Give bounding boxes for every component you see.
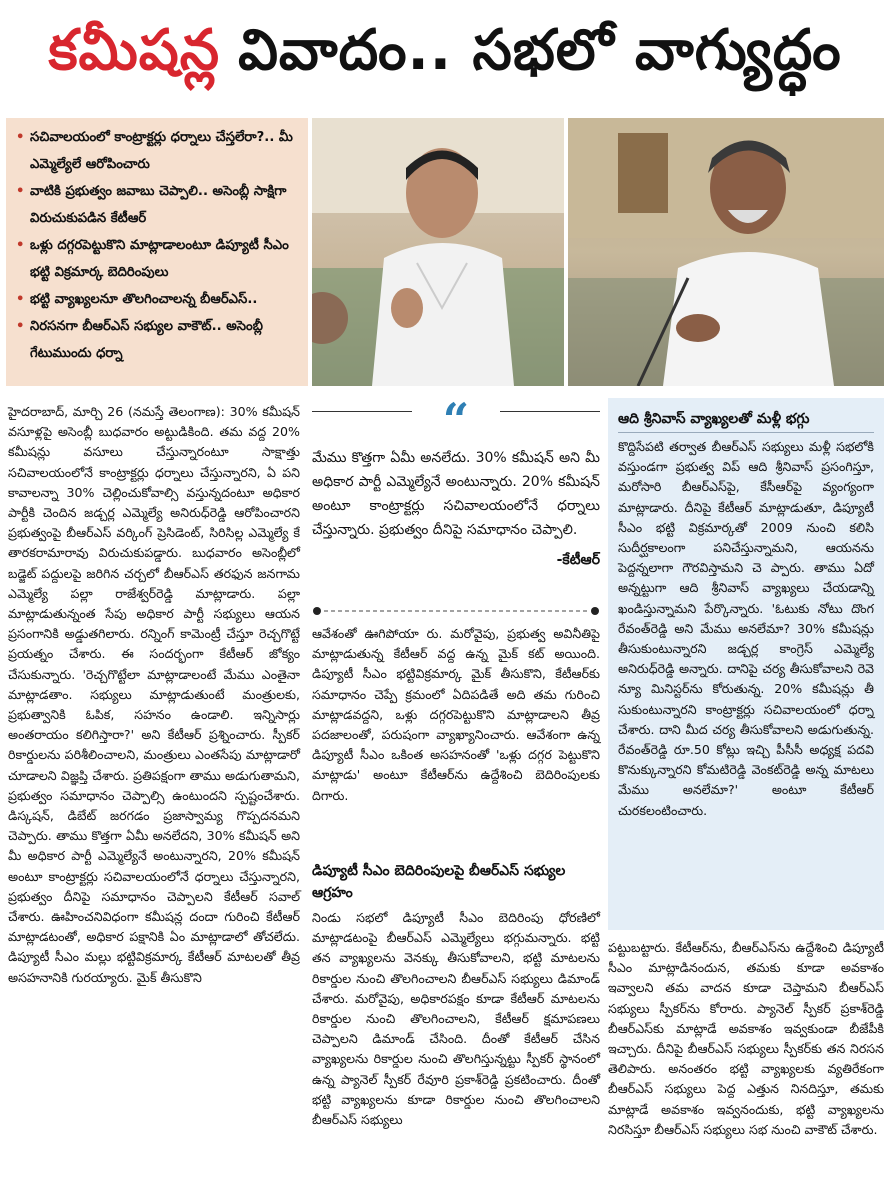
headline-red: కమీషన్ల — [48, 18, 221, 83]
photo-bhatti-illustration — [568, 118, 884, 386]
highlight-item: • వాటికి ప్రభుత్వం జవాబు చెప్పాలి.. అసెంబ్లీ సాక్షిగా విరుచుకుపడిన కేటీఆర్ — [16, 178, 304, 232]
photo-ktr-illustration — [312, 118, 564, 386]
highlight-item: • నిరసనగా బీఆర్ఎస్ సభ్యుల వాకౌట్.. అసెంబ్లీ గేటుముందు ధర్నా — [16, 313, 304, 367]
section-subheading: డిప్యూటీ సీఎం బెదిరింపులపై బీఆర్ఎస్ సభ్యుల ఆగ్రహం — [312, 863, 566, 901]
article-column-2b: నిండు సభలో డిప్యూటీ సీఎం బెదిరింపు ధోరణిలో మాట్లాడటంపై బీఆర్ఎస్ ఎమ్మెల్యేలు భగ్గుమన్నారు. భట్టి తన వ్యాఖ్యలను వెనక్కు తీసుకోవాలని, భట్టి మాటలను రికార్డుల నుంచి తొలగించాలని బీఆర్ఎస్ సభ్యులు డిమాండ్ చేశారు. మరోవైపు, అధికారపక్షం కూడా కేటీఆర్ మాటలను రికార్డుల నుంచి తొలగించాలని, కేటీఆర్ క్షమాపణలు చెప్పాలని డిమాండ్ చేసింది. దీంతో కేటీఆర్ చేసిన వ్యాఖ్యలను రికార్డుల నుంచి తొలగిస్తున్నట్టు స్పీకర్ స్థానంలో ఉన్న ప్యానెల్ స్పీకర్ రేవూరి ప్రకాశ్‌రెడ్డి ప్రకటించారు. దీంతో భట్టి వ్యాఖ్యలను కూడా రికార్డుల నుంచి తొలగించాలని బీఆర్ఎస్ సభ్యులు — [312, 910, 600, 1128]
sidebar-text: కొద్దిసేపటి తర్వాత బీఆర్ఎస్ సభ్యులు మళ్లీ సభలోకి వస్తుండగా ప్రభుత్వ విప్ ఆది శ్రీనివాస్ ప్రసంగిస్తూ, మరోసారి బీఆర్ఎస్‌పై, కేసీఆర్‌పై వ్యంగ్యంగా మాట్లాడారు. దీనిపై కేటీఆర్ మాట్లాడుతూ, డిప్యూటీ సీఎం భట్టి విక్రమార్కతో 2009 నుంచి కలిసి సుదీర్ఘకాలంగా పనిచేస్తున్నామని, ఆయనను పెద్దన్నలాగా గౌరవిస్తామని చె ప్పారు. తాము ఏదో అన్నట్టుగా ఆది శ్రీనివాస్ వ్యాఖ్యలు చేయడాన్ని ఖండిస్తున్నామని పేర్కొన్నారు. 'ఓటుకు నోటు దొంగ రేవంత్‌రెడ్డి అని మేము అనలేమా? 30% కమీషన్లు తీసుకుంటున్నారని జడ్చర్ల కాంగ్రెస్ ఎమ్మెల్యే అనిరుధ్‌రెడ్డి అన్నారు. దానిపై చర్య తీసుకోవాలని రెవె న్యూ మినిస్టర్‌ను కోరుతున్న. 20% కమీషన్లు తీ సుకుంటున్నారని కాంట్రాక్టర్లు సచివాలయంలో ధర్నా చేశారు. దాని మీద చర్య తీసుకోవాలని అడుగుతున్న. రేవంత్‌రెడ్డి రూ.50 కోట్లు ఇచ్చి పీసీసీ అధ్యక్ష పదవి కొనుక్కున్నారని కోమటిరెడ్డి వెంకట్‌రెడ్డి అన్న మాటలు మేము అనలేమా?' అంటూ కేటీఆర్ చురకలంటించారు. — [618, 439, 874, 818]
section-divider — [312, 604, 600, 618]
article-column-3: పట్టుబట్టారు. కేటీఆర్‌ను, బీఆర్ఎస్‌ను ఉద్దేశించి డిప్యూటీ సీఎం మాట్లాడినందున, తమకు కూడా అవకాశం ఇవ్వాలని తమ వాదన కూడా చెప్తామని బీఆర్ఎస్ సభ్యులు స్పీకర్‌ను కోరారు. ప్యానెల్ స్పీకర్ ప్రకాశ్‌రెడ్డి బీఆర్ఎస్‌కు మాట్లాడే అవకాశం ఇవ్వకుండా బీజేపీకి ఇచ్చారు. దీనిపై బీఆర్ఎస్ సభ్యులు స్పీకర్‌కు తన నిరసన తెలిపారు. అనంతరం భట్టి వ్యాఖ్యలకు వ్యతిరేకంగా బీఆర్ఎస్ సభ్యులు పెద్ద ఎత్తున నినదిస్తూ, తమకు మాట్లాడే అవకాశం ఇవ్వనందుకు, భట్టి వ్యాఖ్యలను నిరసిస్తూ బీఆర్ఎస్ సభ్యులు సభ నుంచి వాకౌట్ చేశారు. — [608, 940, 884, 1137]
sidebar-title: ఆది శ్రీనివాస్ వ్యాఖ్యలతో మళ్లీ భగ్గు — [618, 406, 874, 433]
quote-author: -కేటీఆర్ — [556, 552, 600, 568]
quote-mark-icon: “ — [442, 393, 470, 447]
highlight-item: • ఒళ్లు దగ్గరపెట్టుకొని మాట్లాడాలంటూ డిప్యూటీ సీఎం భట్టి విక్రమార్క బెదిరింపులు — [16, 232, 304, 286]
article-column-2: ఆవేశంతో ఊగిపోయా రు. మరోవైపు, ప్రభుత్వ అవినీతిపై మాట్లాడుతున్న కేటీఆర్ వద్ద ఉన్న మైక్ కట్ అయింది. డిప్యూటీ సీఎం భట్టివిక్రమార్క మైక్ తీసుకొని, కేటీఆర్‌కు సమాధానం చెప్పే క్రమంలో ఏదిపడితే అది తమ గురించి మాట్లాడవద్దని, ఒళ్లు దగ్గరపెట్టుకొని మాట్లాడాలని తీవ్ర పదజాలంతో, పరుషంగా వ్యాఖ్యానించారు. ఆవేశంగా ఉన్న డిప్యూటీ సీఎం ఒకింత అసహనంతో 'ఒళ్లు దగ్గర పెట్టుకొని మాట్లాడు' అంటూ కేటీఆర్‌ను ఉద్దేశించి బెదిరింపులకు దిగారు. — [312, 626, 600, 803]
photo-bhatti — [568, 118, 884, 386]
quote-rule-right — [500, 411, 600, 412]
pull-quote — [312, 393, 600, 610]
highlights-box — [6, 118, 308, 386]
photo-ktr — [312, 118, 564, 386]
headline — [0, 0, 890, 115]
sidebar-box — [608, 398, 884, 930]
article-column-1: హైదరాబాద్, మార్చి 26 (నమస్తే తెలంగాణ): 30% కమీషన్ వసూళ్లపై అసెంబ్లీ బుధవారం అట్టుడికింది. తమ వద్ద 20% కమీషన్లు వసూలు చేస్తున్నారంటూ సాక్షాత్తు సచివాలయంలోనే కాంట్రాక్టర్లు ధర్నాలు చేస్తున్నారని, ఏ పని కావాలన్నా 30% చెల్లించుకోవాల్సి వస్తున్నదంటూ అధికార పార్టీకి చెందిన జడ్చర్ల ఎమ్మెల్యే అనిరుధ్‌రెడ్డి ఆరోపించారని ప్రభుత్వంపై బీఆర్ఎస్ వర్కింగ్ ప్రెసిడెంట్, సిరిసిల్ల ఎమ్మెల్యే కే తారకరామారావు విరుచుకుపడ్డారు. బుధవారం అసెంబ్లీలో బడ్జెట్ పద్దులపై జరిగిన చర్చలో బీఆర్ఎస్ తరఫున జనగామ ఎమ్మెల్యే పల్లా రాజేశ్వర్‌రెడ్డి మాట్లాడారు. పల్లా మాట్లాడుతున్నంత సేపు అధికార పార్టీ సభ్యులు ఆయన ప్రసంగానికి అడ్డుతగిలారు. రన్నింగ్ కామెంట్రీ చేస్తూ రెచ్చగొట్టే ప్రయత్నం చేశారు. ఈ సందర్భంగా కేటీఆర్ జోక్యం చేసుకున్నారు. 'రెచ్చగొట్టేలా మాట్లాడాలంటే మేము ఎంతైనా మాట్లాడతాం. సభ్యులు మాట్లాడుతుంటే మంత్రులకు, ప్రభుత్వానికి ఓపిక, సహనం ఉండాలి. ఇన్నిసార్లు అంతరాయం కలిగిస్తారా?' అని కేటీఆర్ ప్రశ్నించారు. స్పీకర్ రికార్డులను పరిశీలించాలని, మంత్రులు ఎంతసేపు మాట్లాడారో చూడాలని విజ్ఞప్తి చేశారు. ప్రతిపక్షంగా తాము అడుగుతామని, ప్రభుత్వం సమాధానం చెప్పాల్సి ఉంటుందని స్పష్టంచేశారు. డిస్కషన్, డిబేట్ జరగడం ప్రజాస్వామ్య గొప్పదనమని చెప్పారు. తాము కొత్తగా ఏమీ అనలేదని, 30% కమీషన్ అని మీ అధికార పార్టీ ఎమ్మెల్యేనే అంటున్నారని, 20% కమీషన్ అంటూ కాంట్రాక్టర్లు సచివాలయంలోనే ధర్నాలు చేస్తున్నారని, ప్రభుత్వం దీనిపై సమాధానం చెప్పాలని కేటీఆర్ సవాల్ చేశారు. ఊహించనివిధంగా కమీషన్ల దందా గురించి కేటీఆర్ మాట్లాడటంతో, అధికార పక్షానికి ఏం మాట్లాడాలో తోచలేదు. డిప్యూటీ సీఎం మల్లు భట్టివిక్రమార్క కేటీఆర్ మాటలతో తీవ్ర అసహనానికి గురయ్యారు. మైక్ తీసుకొని — [8, 404, 300, 985]
quote-rule-left — [312, 411, 412, 412]
headline-black: వివాదం.. సభలో వాగ్యుద్ధం — [238, 18, 842, 83]
quote-text: మేము కొత్తగా ఏమీ అనలేదు. 30% కమీషన్ అని మీ అధికార పార్టీ ఎమ్మెల్యేనే అంటున్నారు. 20% కమీషన్ అంటూ కాంట్రాక్టర్లు సచివాలయంలోనే ధర్నాలు చేస్తున్నారు. ప్రభుత్వం దీనిపై సమాధానం చెప్పాలి. — [312, 450, 600, 538]
highlight-item: • సచివాలయంలో కాంట్రాక్టర్లు ధర్నాలు చేస్తలేరా?.. మీ ఎమ్మెల్యేలే ఆరోపించారు — [16, 124, 304, 178]
highlight-item: • భట్టి వ్యాఖ్యలనూ తొలగించాలన్న బీఆర్ఎస్.. — [16, 286, 304, 313]
